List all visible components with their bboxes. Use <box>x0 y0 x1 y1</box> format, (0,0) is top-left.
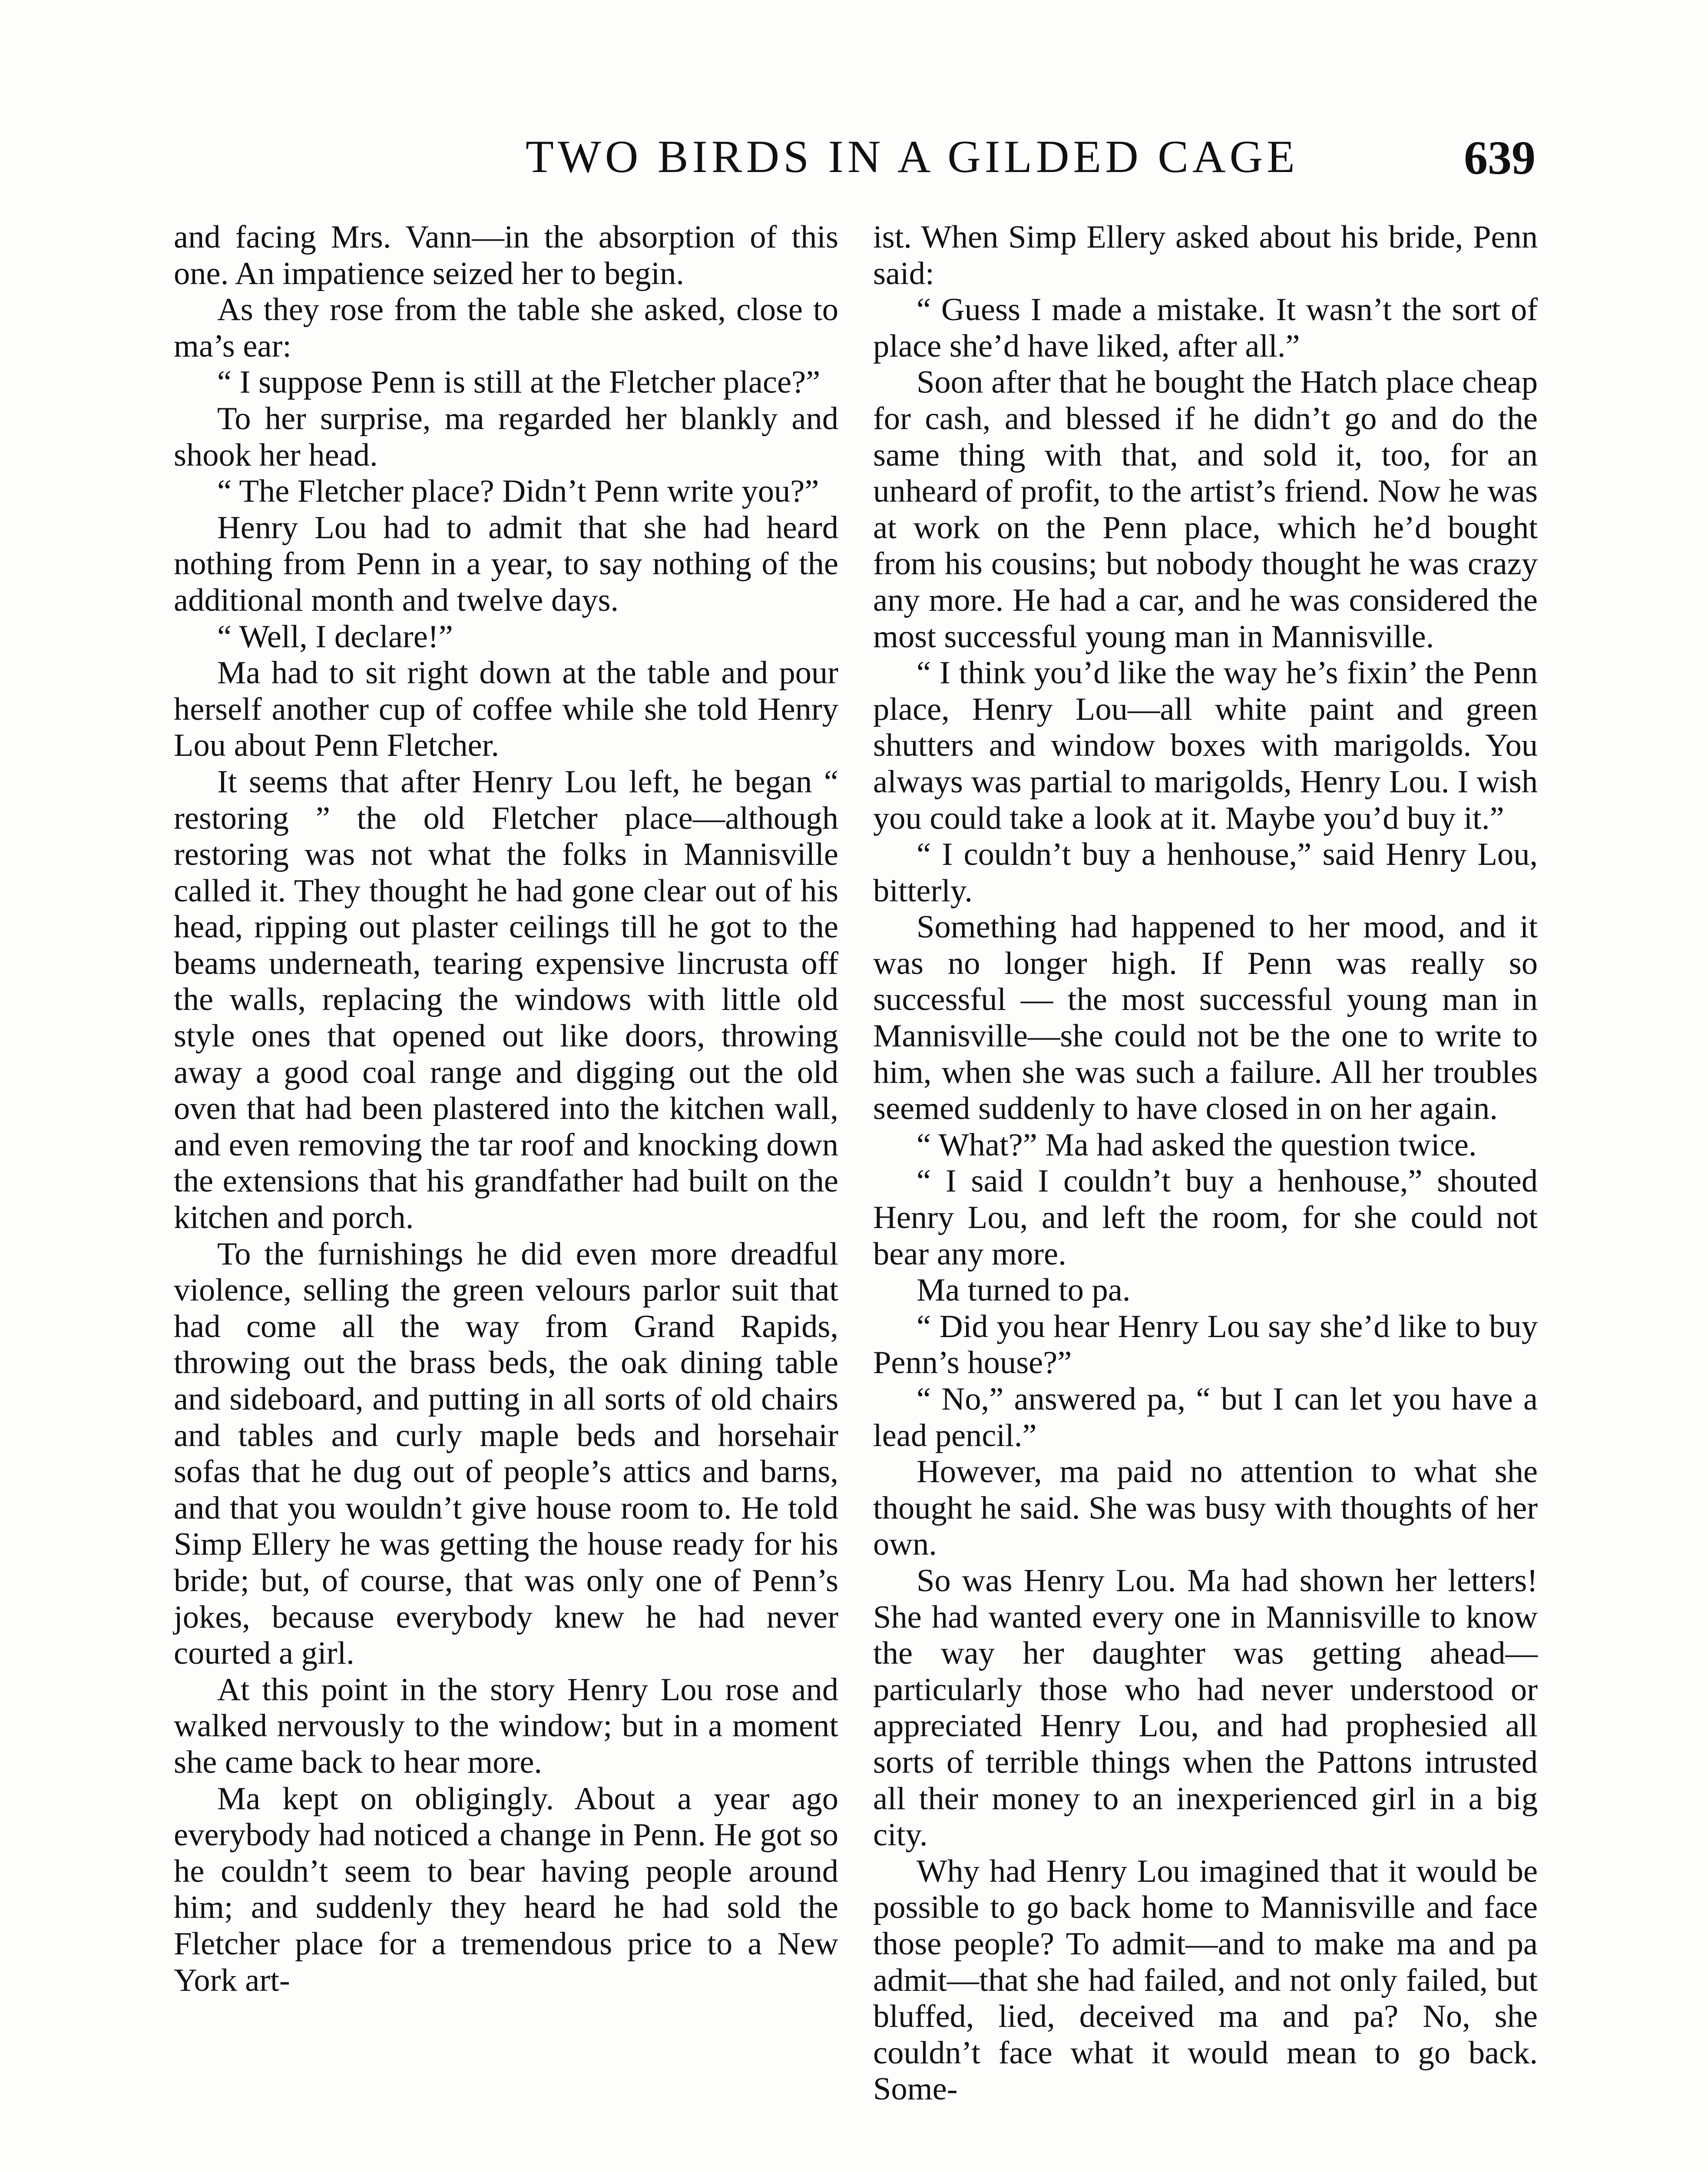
paragraph: “ Well, I declare!” <box>217 619 453 655</box>
running-title: TWO BIRDS IN A GILDED CAGE <box>526 131 1299 182</box>
left-column <box>174 219 838 1999</box>
paragraph: However, ma paid no attention to what she thought he said. She was busy with thoughts of her own. <box>873 1454 1538 1563</box>
paragraph: Why had Henry Lou imagined that it would be possible to go back home to Mannisville and face those people? To admit—and to make ma and pa admit—that she had failed, and not only failed, but bluffed, lied, deceived ma and pa? No, she couldn’t face what it would mean to go back. Some- <box>873 1853 1538 2107</box>
paragraph: “ No,” answered pa, “ but I can let you have a lead pencil.” <box>873 1381 1538 1454</box>
page-header <box>0 130 1708 195</box>
paragraph: and facing Mrs. Vann—in the absorption of this one. An impatience seized her to begin. <box>174 219 838 291</box>
paragraph: Ma kept on obligingly. About a year ago everybody had noticed a change in Penn. He got so he couldn’t seem to bear having people around him; and suddenly they heard he had sold the Fletcher place for a tremendous price to a New York art- <box>174 1781 838 1998</box>
paragraph: As they rose from the table she asked, close to ma’s ear: <box>174 292 838 364</box>
paragraph: “ Guess I made a mistake. It wasn’t the sort of place she’d have liked, after all.” <box>873 292 1538 364</box>
paragraph: Henry Lou had to admit that she had heard nothing from Penn in a year, to say nothing of the additional month and twelve days. <box>174 510 838 618</box>
page-number: 639 <box>1464 131 1536 184</box>
paragraph: “ I suppose Penn is still at the Fletcher place?” <box>217 364 821 401</box>
paragraph: “ I think you’d like the way he’s fixin’ the Penn place, Henry Lou—all white paint and green shutters and window boxes with marigolds. You always was partial to marigolds, Henry Lou. I wish you could take a look at it. Maybe you’d buy it.” <box>873 655 1538 836</box>
paragraph: Soon after that he bought the Hatch place cheap for cash, and blessed if he didn’t go and do the same thing with that, and sold it, too, for an unheard of profit, to the artist’s friend. Now he was at work on the Penn place, which he’d bought from his cousins; but nobody thought he was crazy any more. He had a car, and he was considered the most successful young man in Mannisville. <box>873 364 1538 655</box>
paragraph: Something had happened to her mood, and it was no longer high. If Penn was really so successful — the most successful young man in Mannisville—she could not be the one to write to him, when she was such a failure. All her troubles seemed suddenly to have closed in on her again. <box>873 909 1538 1127</box>
paragraph: “ I said I couldn’t buy a henhouse,” shouted Henry Lou, and left the room, for she could not bear any more. <box>873 1163 1538 1272</box>
right-column <box>873 219 1538 2108</box>
paragraph: Ma turned to pa. <box>917 1272 1131 1308</box>
paragraph: At this point in the story Henry Lou rose and walked nervously to the window; but in a moment she came back to hear more. <box>174 1672 838 1780</box>
paragraph: It seems that after Henry Lou left, he began “ restoring ” the old Fletcher place—although restoring was not what the folks in Mannisville called it. They thought he had gone clear out of his head, ripping out plaster ceilings till he got to the beams underneath, tearing expensive lincrusta off the walls, replacing the windows with little old style ones that opened out like doors, throwing away a good coal range and digging out the old oven that had been plastered into the kitchen wall, and even removing the tar roof and knocking down the extensions that his grandfather had built on the kitchen and porch. <box>174 764 838 1236</box>
paragraph: “ Did you hear Henry Lou say she’d like to buy Penn’s house?” <box>873 1308 1538 1381</box>
paragraph: To the furnishings he did even more dreadful violence, selling the green velours parlor suit that had come all the way from Grand Rapids, throwing out the brass beds, the oak dining table and sideboard, and putting in all sorts of old chairs and tables and curly maple beds and horsehair sofas that he dug out of people’s attics and barns, and that you wouldn’t give house room to. He told Simp Ellery he was getting the house ready for his bride; but, of course, that was only one of Penn’s jokes, because everybody knew he had never courted a girl. <box>174 1236 838 1672</box>
paragraph: So was Henry Lou. Ma had shown her letters! She had wanted every one in Mannisville to know the way her daughter was getting ahead—particularly those who had never understood or appreciated Henry Lou, and had prophesied all sorts of terrible things when the Pattons intrusted all their money to an inexperienced girl in a big city. <box>873 1563 1538 1853</box>
paragraph: To her surprise, ma regarded her blankly and shook her head. <box>174 401 838 473</box>
paragraph: ist. When Simp Ellery asked about his bride, Penn said: <box>873 219 1538 291</box>
paragraph: “ The Fletcher place? Didn’t Penn write you?” <box>217 473 819 510</box>
paragraph: Ma had to sit right down at the table and pour herself another cup of coffee while she told Henry Lou about Penn Fletcher. <box>174 655 838 764</box>
paragraph: “ I couldn’t buy a henhouse,” said Henry Lou, bitterly. <box>873 837 1538 909</box>
paragraph: “ What?” Ma had asked the question twice. <box>917 1127 1477 1163</box>
